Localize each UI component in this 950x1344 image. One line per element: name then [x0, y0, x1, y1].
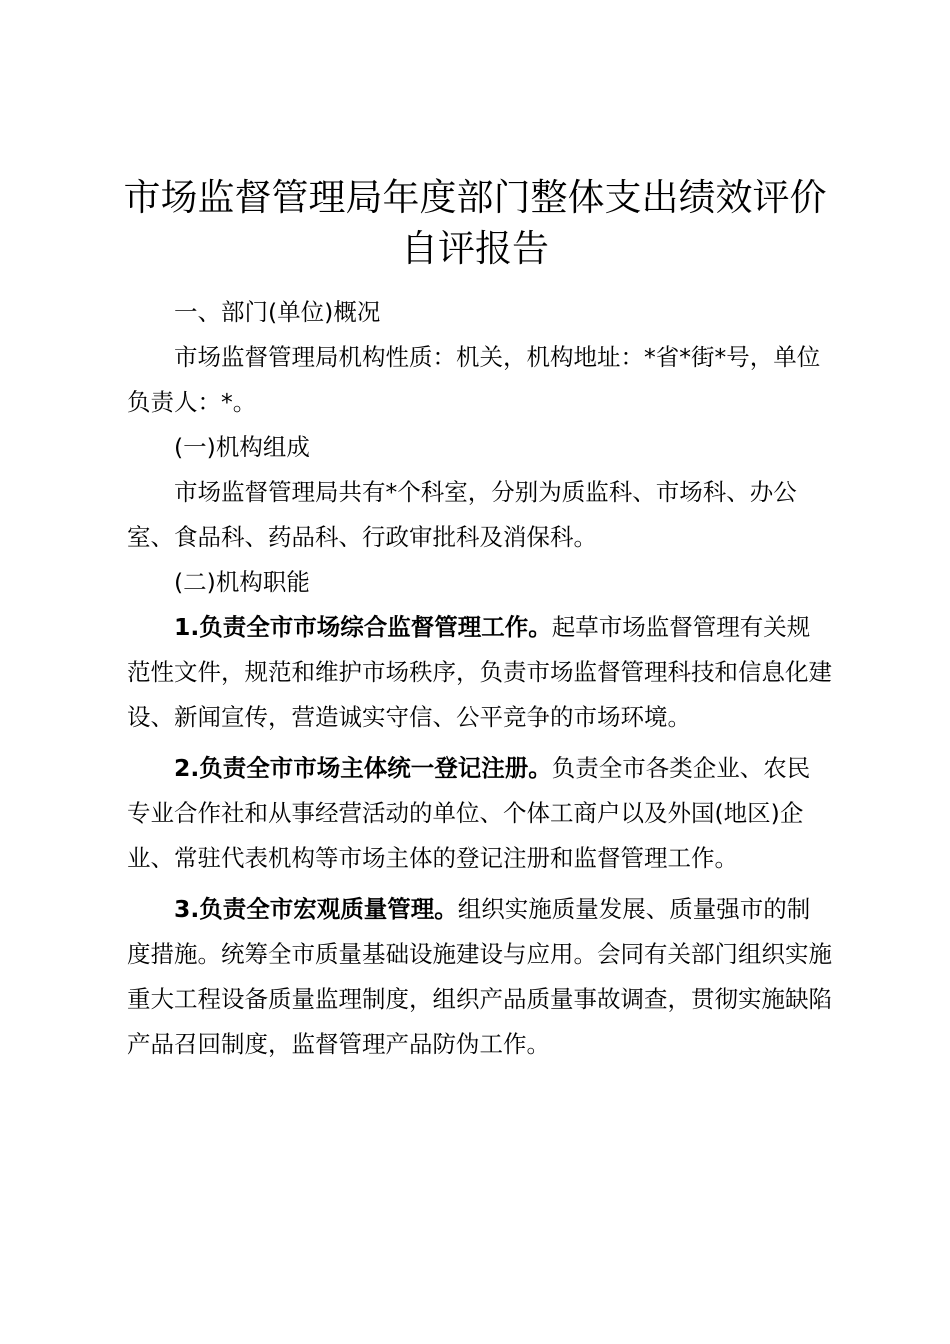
function-item-2: [127, 746, 833, 881]
function-body: 负责全市各类企业、农民专业合作社和从事经营活动的单位、个体工商户以及外国(地区)企业、常驻代表机构等市场主体的登记注册和监督管理工作。: [127, 754, 811, 872]
subsection-heading-composition: (一)机构组成: [174, 433, 310, 461]
function-item-1: [127, 605, 833, 740]
subsection-heading-functions: (二)机构职能: [174, 568, 310, 596]
function-lead: 2.负责全市市场主体统一登记注册。: [174, 754, 552, 782]
section-heading: 一、部门(单位)概况: [174, 298, 381, 326]
function-lead: 3.负责全市宏观质量管理。: [174, 895, 458, 923]
document-body: [127, 290, 833, 1067]
document-title: 市场监督管理局年度部门整体支出绩效评价自评报告: [123, 176, 827, 270]
function-body: 起草市场监督管理有关规范性文件，规范和维护市场秩序，负责市场监督管理科技和信息化建设、新闻宣传，营造诚实守信、公平竞争的市场环境。: [127, 613, 832, 731]
intro-paragraph: 市场监督管理局机构性质：机关，机构地址：*省*街*号，单位负责人：*。: [127, 343, 821, 416]
function-body: 组织实施质量发展、质量强市的制度措施。统筹全市质量基础设施建设与应用。会同有关部门组织实施重大工程设备质量监理制度，组织产品质量事故调查，贯彻实施缺陷产品召回制度，监督管理产品防伪工作。: [127, 895, 832, 1058]
composition-paragraph: 市场监督管理局共有*个科室，分别为质监科、市场科、办公室、食品科、药品科、行政审批科及消保科。: [127, 478, 797, 551]
function-lead: 1.负责全市市场综合监督管理工作。: [174, 613, 552, 641]
function-item-3: [127, 887, 833, 1067]
